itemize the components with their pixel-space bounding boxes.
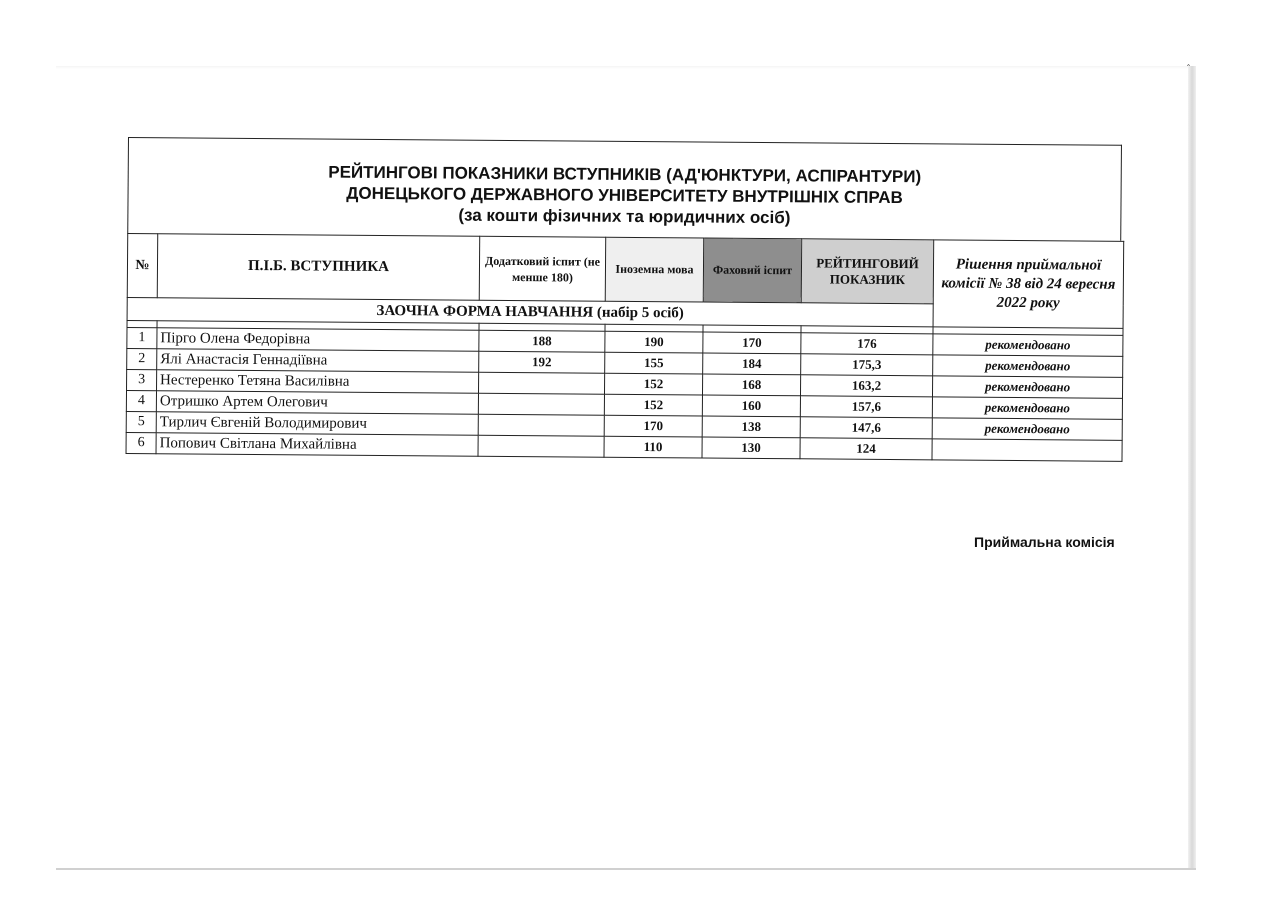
professional-exam-score: 160	[702, 395, 800, 417]
header-rating: РЕЙТИНГОВИЙ ПОКАЗНИК	[801, 239, 933, 304]
header-foreign-language: Іноземна мова	[605, 237, 703, 302]
row-number: 3	[127, 369, 157, 390]
applicant-name: Тирлич Євгеній Володимирович	[156, 412, 478, 436]
rating-table	[126, 233, 1125, 462]
decision-value	[932, 439, 1122, 461]
extra-exam-score	[478, 372, 604, 394]
row-number: 4	[126, 390, 156, 411]
decision-value: рекомендовано	[933, 355, 1123, 377]
decision-value: рекомендовано	[932, 418, 1122, 440]
page-edge-top	[56, 66, 1188, 69]
rating-document	[125, 137, 1124, 497]
header-professional-exam: Фаховий іспит	[703, 238, 801, 303]
rating-score: 124	[800, 438, 932, 460]
applicant-name: Отришко Артем Олегович	[156, 391, 478, 415]
header-decision: Рішення приймальної комісії № 38 від 24 вересня 2022 року	[933, 240, 1124, 328]
foreign-language-score: 110	[604, 436, 702, 458]
foreign-language-score: 152	[604, 373, 702, 395]
row-number: 2	[127, 348, 157, 369]
decision-value: рекомендовано	[932, 397, 1122, 419]
rating-score: 175,3	[801, 354, 933, 376]
rating-score: 157,6	[800, 396, 932, 418]
foreign-language-score: 152	[604, 394, 702, 416]
foreign-language-score: 170	[604, 415, 702, 437]
foreign-language-score: 190	[605, 331, 703, 353]
applicant-name: Пірго Олена Федорівна	[157, 328, 479, 352]
decision-value: рекомендовано	[933, 334, 1123, 356]
title-line-1: РЕЙТИНГОВІ ПОКАЗНИКИ ВСТУПНИКІВ (АД'ЮНКТУРИ, АСПІРАНТУРИ)	[328, 162, 922, 187]
row-number: 1	[127, 327, 157, 348]
rating-score: 163,2	[800, 375, 932, 397]
applicant-name: Нестеренко Тетяна Василівна	[157, 370, 479, 394]
page-edge-right	[1188, 66, 1196, 870]
header-row	[127, 234, 1123, 306]
professional-exam-score: 130	[702, 437, 800, 459]
header-extra-exam: Додатковий іспит (не менше 180)	[479, 236, 605, 301]
rating-score: 147,6	[800, 417, 932, 439]
header-name: П.І.Б. ВСТУПНИКА	[157, 234, 479, 301]
section-title: ЗАОЧНА ФОРМА НАВЧАННЯ (набір 5 осіб)	[127, 297, 933, 326]
professional-exam-score: 168	[702, 374, 800, 396]
extra-exam-score	[478, 393, 604, 415]
document-title	[127, 137, 1122, 241]
row-number: 6	[126, 432, 156, 453]
extra-exam-score	[478, 435, 604, 457]
header-no: №	[127, 234, 158, 298]
decision-value: рекомендовано	[932, 376, 1122, 398]
professional-exam-score: 170	[703, 332, 801, 354]
title-line-2: ДОНЕЦЬКОГО ДЕРЖАВНОГО УНІВЕРСИТЕТУ ВНУТРІШНІХ СПРАВ	[346, 183, 903, 208]
corner-mark-icon: ˆ	[1186, 64, 1191, 75]
professional-exam-score: 184	[703, 353, 801, 375]
extra-exam-score: 188	[479, 330, 605, 352]
extra-exam-score: 192	[479, 351, 605, 373]
professional-exam-score: 138	[702, 416, 800, 438]
title-line-3: (за кошти фізичних та юридичних осіб)	[458, 205, 791, 228]
rating-score: 176	[801, 333, 933, 355]
admissions-committee-signature: Приймальна комісія	[974, 534, 1115, 550]
foreign-language-score: 155	[605, 352, 703, 374]
applicant-name: Ялі Анастасія Геннадіївна	[157, 349, 479, 373]
extra-exam-score	[478, 414, 604, 436]
row-number: 5	[126, 411, 156, 432]
page-edge-bottom	[56, 868, 1196, 870]
applicant-name: Попович Світлана Михайлівна	[156, 433, 478, 457]
